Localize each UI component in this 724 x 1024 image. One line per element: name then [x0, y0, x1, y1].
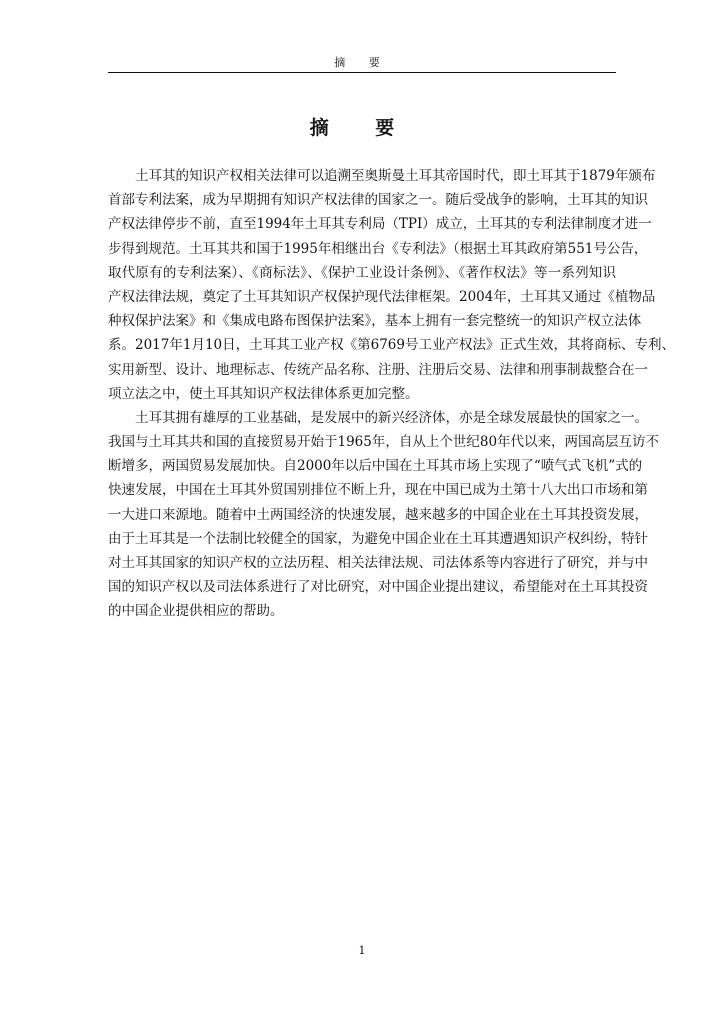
text-line: 国的知识产权以及司法体系进行了对比研究，对中国企业提出建议，希望能对在土耳其投资 — [108, 579, 648, 596]
text-line: 实用新型、设计、地理标志、传统产品名称、注册、注册后交易、法律和刑事制裁整合在一 — [108, 361, 648, 378]
text-line: 土耳其的知识产权相关法律可以追溯至奥斯曼土耳其帝国时代，即土耳其于1879年颁布 — [135, 168, 656, 184]
page-title: 摘 要 — [309, 117, 415, 139]
text-line: 断增多，两国贸易发展加快。自2000年以后中国在土耳其市场上实现了“喷气式飞机”式的 — [108, 458, 643, 475]
running-header: 摘 要 — [334, 56, 390, 69]
text-line: 土耳其拥有雄厚的工业基础，是发展中的新兴经济体，亦是全球发展最快的国家之一。 — [135, 409, 648, 426]
paragraph-2 — [108, 406, 660, 624]
text-line: 由于土耳其是一个法制比较健全的国家，为避免中国企业在土耳其遭遇知识产权纠纷，特针 — [108, 530, 648, 547]
text-line: 对土耳其国家的知识产权的立法历程、相关法律法规、司法体系等内容进行了研究，并与中 — [108, 555, 648, 571]
text-line: 快速发展，中国在土耳其外贸国别排位不断上升，现在中国已成为土第十八大出口市场和第 — [108, 482, 648, 499]
abstract-body — [108, 164, 675, 624]
text-line: 首部专利法案，成为早期拥有知识产权法律的国家之一。随后受战争的影响，土耳其的知识 — [108, 192, 648, 209]
text-line: 我国与土耳其共和国的直接贸易开始于1965年，自从上个世纪80年代以来，两国高层互访不 — [108, 434, 660, 451]
text-line: 步得到规范。土耳其共和国于1995年相继出台《专利法》（根据土耳其政府第551号公告， — [108, 240, 648, 257]
text-line: 种权保护法案》和《集成电路布图保护法案》，基本上拥有一套完整统一的知识产权立法体 — [108, 313, 642, 330]
text-line: 产权法律停步不前，直至1994年土耳其专利局（TPI）成立，土耳其的专利法律制度才进一 — [108, 216, 652, 233]
paragraph-1 — [108, 164, 675, 406]
page-number: 1 — [358, 944, 366, 957]
text-line: 一大进口来源地。随着中土两国经济的快速发展，越来越多的中国企业在土耳其投资发展， — [108, 506, 648, 523]
text-line: 取代原有的专利法案）、《商标法》、《保护工业设计条例》、《著作权法》等一系列知识 — [108, 264, 616, 281]
text-line: 的中国企业提供相应的帮助。 — [108, 603, 284, 620]
text-line: 系。2017年1月10日，土耳其工业产权《第6769号工业产权法》正式生效，其将商标、专利、 — [108, 337, 675, 354]
text-line: 项立法之中，使土耳其知识产权法律体系更加完整。 — [108, 385, 419, 402]
text-line: 产权法律法规，奠定了土耳其知识产权保护现代法律框架。2004年，土耳其又通过《植物品 — [108, 288, 656, 305]
header-rule — [108, 72, 616, 73]
